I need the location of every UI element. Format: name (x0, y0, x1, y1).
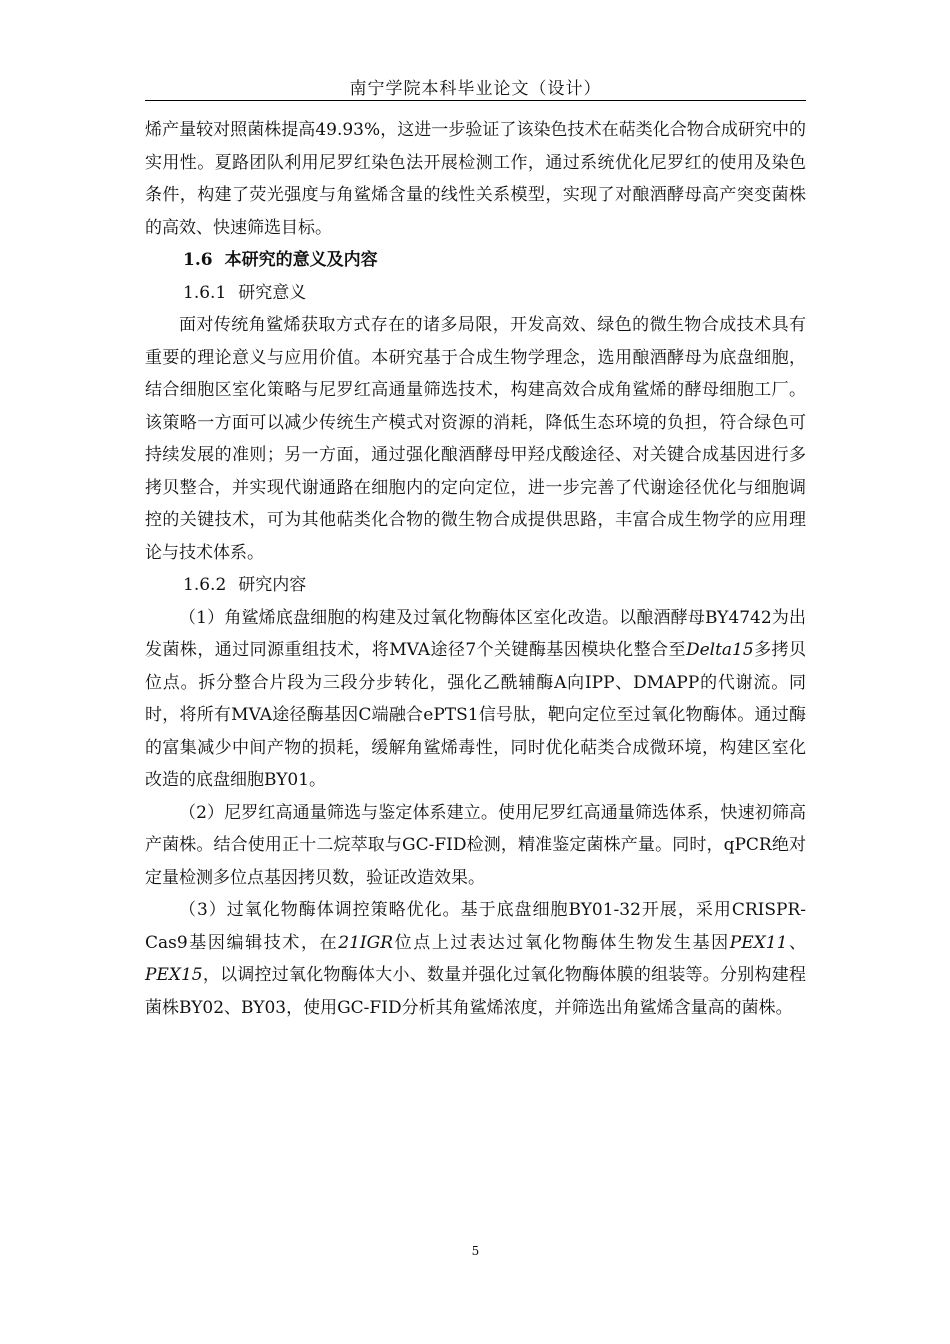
section-title: 本研究的意义及内容 (224, 250, 378, 270)
section-number: 1.6 (183, 250, 213, 270)
gene-name-italic: PEX15 (145, 965, 203, 985)
subsection-title: 研究意义 (238, 282, 307, 303)
section-heading-1-6 (145, 244, 806, 277)
paragraph-continuation: 烯产量较对照菌株提高49.93%，这进一步验证了该染色技术在萜类化合物合成研究中的实用性。夏路团队利用尼罗红染色法开展检测工作，通过系统优化尼罗红的使用及染色条件，构建了荧光强度与角鲨烯含量的线性关系模型，实现了对酿酒酵母高产突变菌株的高效、快速筛选目标。 (145, 120, 806, 238)
body-text (145, 114, 806, 1024)
header-rule (145, 100, 806, 101)
text-run: 多拷贝位点。拆分整合片段为三段分步转化，强化乙酰辅酶A向IPP、DMAPP的代谢流。同时，将所有MVA途径酶基因C端融合ePTS1信号肽，靶向定位至过氧化物酶体。通过酶的富集减少中间产物的损耗，缓解角鲨烯毒性，同时优化萜类合成微环境，构建区室化改造的底盘细胞BY01。 (145, 640, 807, 790)
subsection-title: 研究内容 (238, 575, 307, 595)
subsection-heading-1-6-2 (145, 569, 806, 602)
text-run: 、 (787, 932, 807, 953)
subsection-number: 1.6.2 (183, 575, 227, 595)
subsection-number: 1.6.1 (183, 282, 227, 303)
paragraph-content-1 (145, 602, 806, 797)
gene-locus-italic: Delta15 (685, 640, 754, 660)
gene-locus-italic: 21IGR (338, 932, 393, 953)
text-run: ，以调控过氧化物酶体大小、数量并强化过氧化物酶体膜的组装等。分别构建程菌株BY02、BY03，使用GC-FID分析其角鲨烯浓度，并筛选出角鲨烯含量高的菌株。 (145, 965, 806, 1018)
page-number: 5 (471, 1244, 480, 1258)
text-run: （3）过氧化物酶体调控策略优化。基于底盘细胞BY01-32开展，采用CRISPR-Cas9基因编辑技术，在 (145, 900, 806, 953)
text-run: 位点上过表达过氧化物酶体生物发生基因 (393, 932, 730, 953)
paragraph-content-3 (145, 894, 806, 1024)
running-header: 南宁学院本科毕业论文（设计） (349, 79, 602, 99)
gene-name-italic: PEX11 (729, 932, 788, 953)
paragraph-significance: 面对传统角鲨烯获取方式存在的诸多局限，开发高效、绿色的微生物合成技术具有重要的理论意义与应用价值。本研究基于合成生物学理念，选用酿酒酵母为底盘细胞，结合细胞区室化策略与尼罗红高通量筛选技术，构建高效合成角鲨烯的酵母细胞工厂。该策略一方面可以减少传统生产模式对资源的消耗，降低生态环境的负担，符合绿色可持续发展的准则；另一方面，通过强化酿酒酵母甲羟戊酸途径、对关键合成基因进行多拷贝整合，并实现代谢通路在细胞内的定向定位，进一步完善了代谢途径优化与细胞调控的关键技术，可为其他萜类化合物的微生物合成提供思路，丰富合成生物学的应用理论与技术体系。 (145, 315, 806, 563)
subsection-heading-1-6-1 (145, 277, 806, 310)
text-run: （1）角鲨烯底盘细胞的构建及过氧化物酶体区室化改造。以酿酒酵母BY4742为出发菌株，通过同源重组技术，将MVA途径7个关键酶基因模块化整合至 (145, 607, 806, 660)
paragraph-content-2: （2）尼罗红高通量筛选与鉴定体系建立。使用尼罗红高通量筛选体系，快速初筛高产菌株。结合使用正十二烷萃取与GC-FID检测，精准鉴定菌株产量。同时，qPCR绝对定量检测多位点基因拷贝数，验证改造效果。 (145, 802, 806, 888)
